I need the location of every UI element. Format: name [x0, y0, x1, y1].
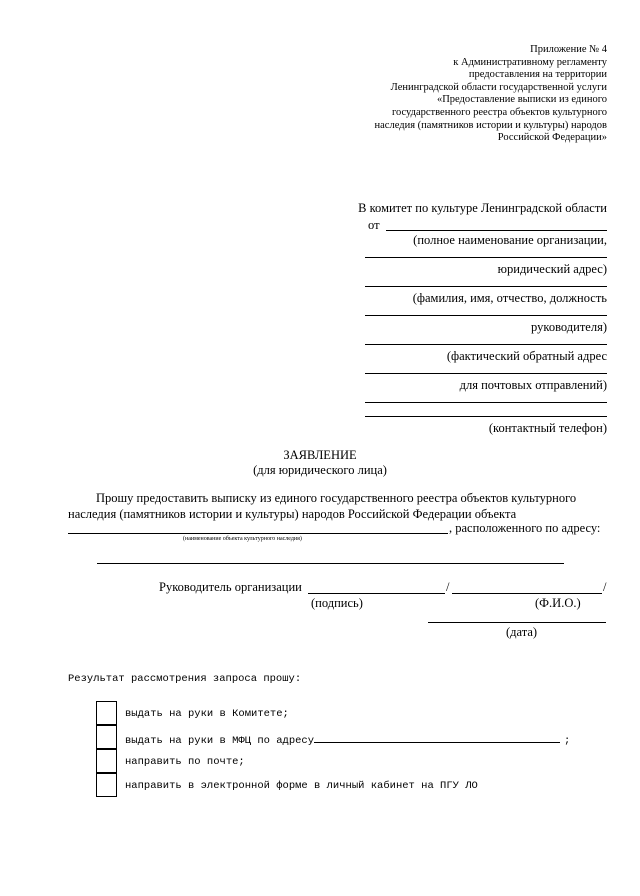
signature-field[interactable] [308, 593, 445, 594]
addressee-from-label: от [368, 218, 380, 232]
field-hint: (фамилия, имя, отчество, должность [412, 291, 607, 305]
option-checkbox-mfc[interactable] [96, 725, 117, 749]
option-label-mfc-text: выдать на руки в МФЦ по адресу [125, 735, 315, 747]
separator-slash: / [603, 580, 607, 594]
document-subtitle: (для юридического лица) [253, 463, 387, 477]
option-label-mail: направить по почте; [125, 756, 245, 768]
postal-address-field-2[interactable] [365, 373, 607, 374]
separator-slash: / [446, 580, 450, 594]
result-prompt: Результат рассмотрения запроса прошу: [68, 673, 302, 685]
field-hint: (контактный телефон) [488, 421, 607, 435]
field-hint: (полное наименование организации, [413, 233, 607, 247]
full-name-hint: (Ф.И.О.) [535, 596, 581, 610]
legal-address-field[interactable] [365, 257, 607, 258]
phone-field[interactable] [365, 416, 607, 417]
appendix-line: наследия (памятников истории и культуры) народов [374, 119, 607, 131]
request-text-line-1: Прошу предоставить выписку из единого государственного реестра объектов культурного [96, 491, 577, 505]
postal-address-field[interactable] [365, 344, 607, 345]
field-hint: руководителя) [531, 320, 607, 334]
date-field[interactable] [428, 622, 606, 623]
option-label-mfc-end: ; [564, 735, 571, 747]
appendix-line: к Административному регламенту [453, 56, 607, 68]
option-checkbox-electronic[interactable] [96, 773, 117, 797]
extra-field[interactable] [365, 402, 607, 403]
appendix-line: «Предоставление выписки из единого [436, 94, 607, 106]
document-title: ЗАЯВЛЕНИЕ [283, 448, 357, 462]
mfc-address-field[interactable] [314, 732, 560, 743]
manager-position-field[interactable] [365, 315, 607, 316]
field-hint: (фактический обратный адрес [446, 349, 607, 363]
object-address-field[interactable] [97, 563, 564, 564]
object-name-field[interactable] [68, 533, 448, 534]
field-hint: для почтовых отправлений) [459, 378, 607, 392]
organization-name-field[interactable] [386, 230, 607, 231]
option-label-electronic: направить в электронной форме в личный кабинет на ПГУ ЛО [125, 780, 478, 792]
addressee-to: В комитет по культуре Ленинградской области [358, 201, 607, 215]
option-checkbox-mail[interactable] [96, 749, 117, 773]
manager-name-field[interactable] [365, 286, 607, 287]
appendix-line: предоставления на территории [468, 69, 607, 81]
appendix-line: Ленинградской области государственной услуги [390, 81, 607, 93]
request-text-line-2: наследия (памятников истории и культуры) народов Российской Федерации объекта [68, 507, 517, 521]
manager-label: Руководитель организации [159, 580, 302, 594]
date-hint: (дата) [506, 625, 538, 639]
appendix-line: Российской Федерации» [497, 132, 607, 144]
option-checkbox-committee[interactable] [96, 701, 117, 725]
appendix-line: Приложение № 4 [530, 44, 607, 55]
appendix-header [375, 44, 607, 145]
full-name-field[interactable] [452, 593, 602, 594]
located-text: , расположенного по адресу: [449, 521, 601, 535]
signature-hint: (подпись) [311, 596, 363, 610]
object-name-hint: (наименование объекта культурного наследия) [183, 536, 302, 542]
option-label-committee: выдать на руки в Комитете; [125, 708, 289, 720]
option-label-mfc [125, 732, 570, 747]
field-hint: юридический адрес) [497, 262, 607, 276]
appendix-line: государственного реестра объектов культурного [391, 106, 607, 118]
